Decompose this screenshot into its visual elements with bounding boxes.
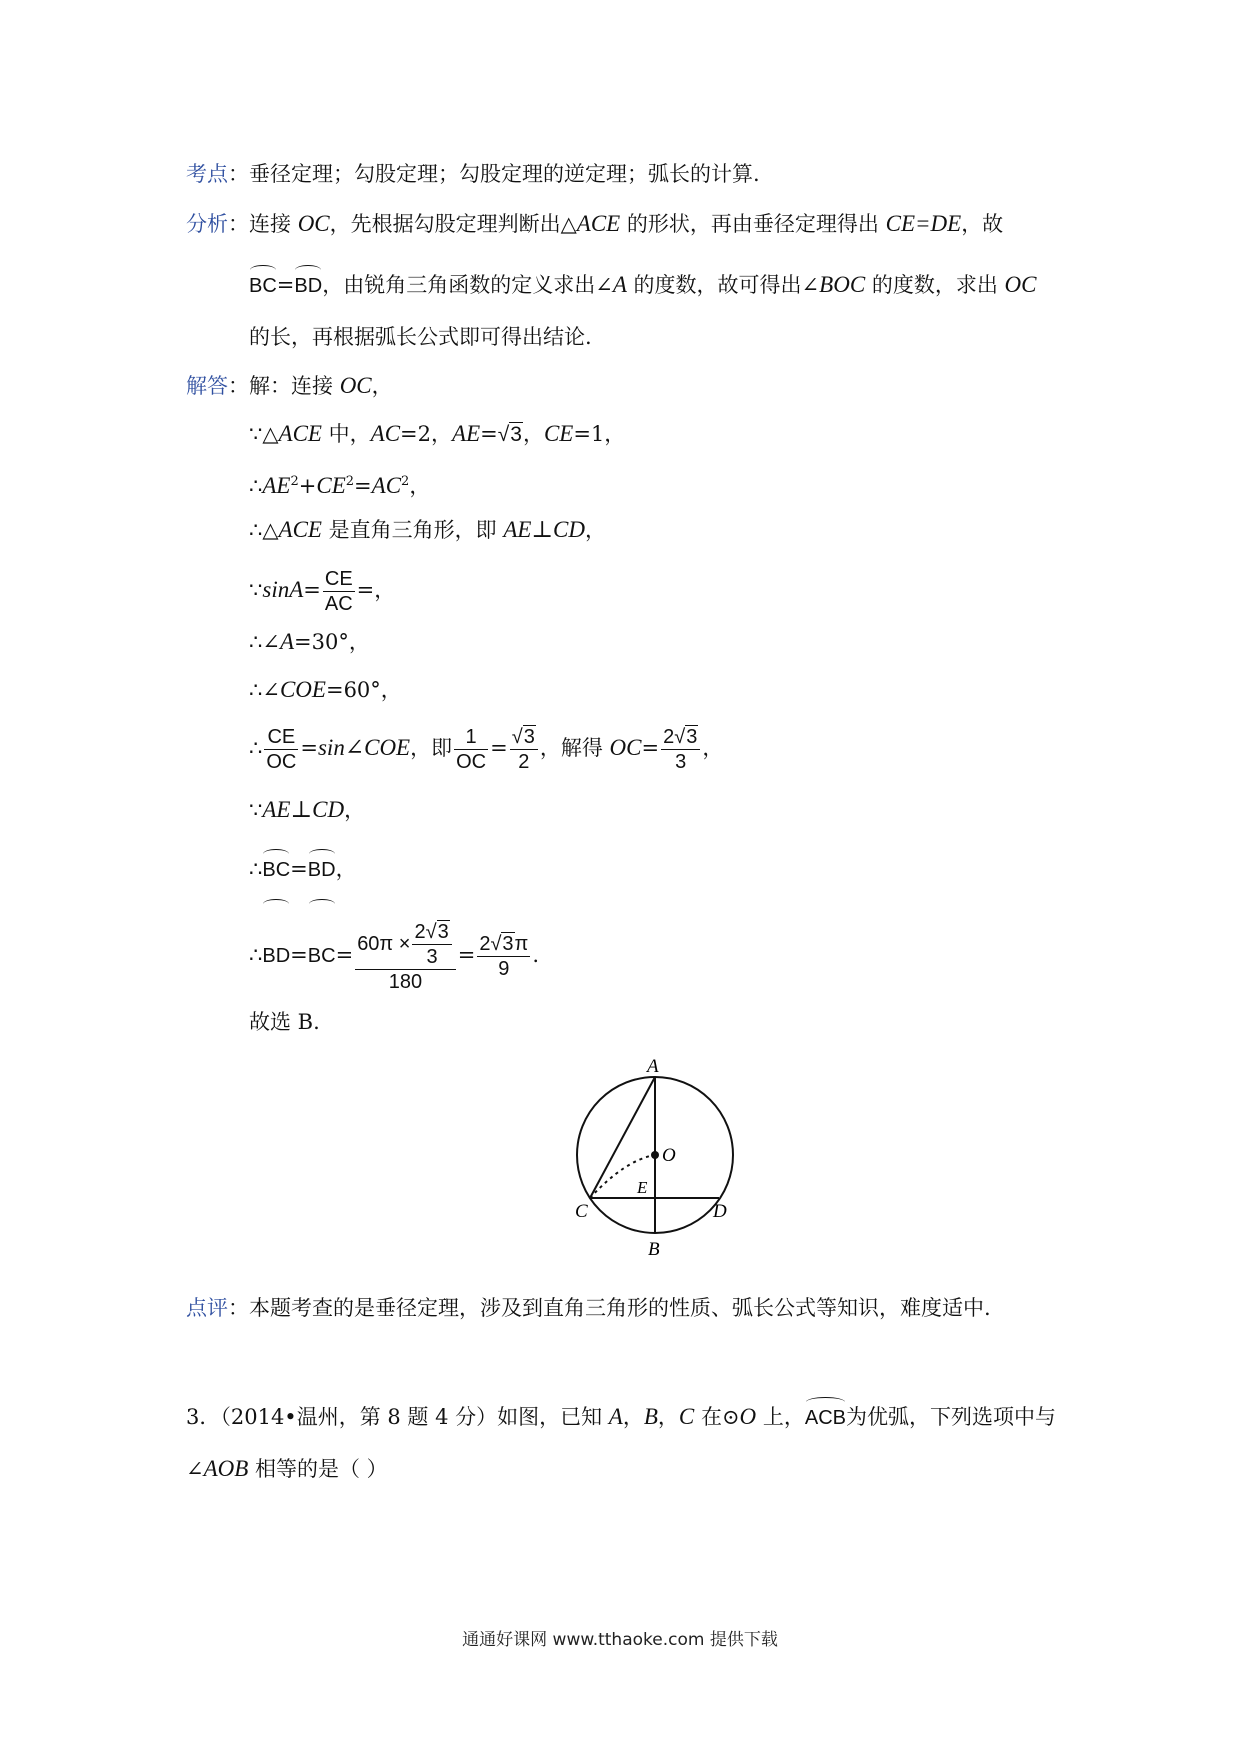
text: ∴ [249,857,263,881]
math: B [643,1404,658,1429]
text: 在⊙ [694,1405,740,1429]
jieda-label: 解答 [186,374,228,398]
math: ACE [278,421,322,446]
fraction [355,920,456,994]
denominator: 180 [388,970,423,993]
text: ∴∠ [249,630,280,654]
kaodian-label: 考点 [186,162,228,186]
step-3 [249,516,606,544]
text: 是直角三角形，即 [321,518,504,542]
numerator: CE [324,568,353,590]
dianping-label: 点评 [186,1296,228,1320]
numerator [661,725,700,750]
numerator [510,725,538,750]
radicand: 3 [502,933,514,955]
text: = [457,943,476,967]
math: sinA [262,577,304,602]
step-8 [249,796,365,824]
math: AC [370,421,401,446]
page-footer: 通通好课网 www.tthaoke.com 提供下载 [462,1630,778,1650]
text: ，即 [410,736,453,760]
math: sin∠COE [317,735,411,760]
fraction [661,725,700,774]
text: ∠ [186,1457,204,1481]
denominator: AC [324,593,353,615]
text: ∵ [249,798,263,822]
radicand: 3 [686,726,698,748]
text: = [354,474,372,498]
text: 故选 B. [249,1010,320,1034]
step-9 [249,852,357,884]
numerator [355,920,456,970]
center-point [651,1151,659,1159]
text: ， [371,374,393,398]
denominator: 3 [675,751,687,773]
superscript: 2 [401,474,410,489]
arc-bd: BD [262,902,290,1006]
sqrt: √3 [425,920,449,943]
arc-bc: BC [262,852,290,884]
text: ∴ [249,474,263,498]
sqrt: √3 [511,726,535,748]
text: ∴∠ [249,678,280,702]
denominator: 9 [498,958,510,980]
text: ， [702,736,724,760]
fraction [477,932,530,981]
math: O [739,1404,757,1429]
text: ：连接 [228,212,298,236]
answer [249,1008,320,1036]
math: AE⊥CD [262,797,345,822]
kaodian-line [186,160,760,188]
text: ， [522,422,544,446]
math: CE [543,421,574,446]
text: ， [409,474,431,498]
text: = [480,422,498,446]
text: 中， [321,422,371,446]
step-6 [249,676,402,704]
text: 的形状，再由垂径定理得出 [620,212,886,236]
kaodian-text: ：垂径定理；勾股定理；勾股定理的逆定理；弧长的计算. [228,162,760,186]
math: CE [316,473,346,498]
denominator: OC [456,751,487,773]
fraction [454,725,488,774]
jieda-intro [186,372,393,400]
label-a: A [647,1056,659,1077]
numerator: CE [264,725,298,750]
text: =2， [400,422,453,446]
superscript: 2 [345,474,355,489]
text: 3．（2014•温州，第 8 题 4 分）如图，已知 [186,1405,609,1429]
step-4 [249,560,395,620]
text: 2 [414,920,426,943]
sqrt: √3 [674,726,698,748]
text: ∴ [249,736,263,760]
text: ， [335,857,357,881]
math: AC [371,473,402,498]
text: 的长，再根据弧长公式即可得出结论. [249,325,592,349]
text: ， [657,1405,679,1429]
text: ，解得 [539,736,610,760]
denominator: 3 [426,945,438,968]
text: ∴ [249,943,263,967]
text: ，由锐角三角函数的定义求出∠ [322,273,613,297]
label-b: B [648,1239,660,1260]
math: ACE [576,211,621,236]
math: AE [452,421,481,446]
text: . [532,943,540,967]
text: ，先根据勾股定理判断出△ [329,212,577,236]
text: π [514,933,529,955]
step-10 [249,902,539,1006]
label-d: D [713,1201,727,1222]
fraction [510,725,538,774]
text: = [490,736,508,760]
arc-bc: BC [308,902,336,1006]
superscript: 2 [290,474,299,489]
math: A [612,272,627,297]
text: =60°， [325,678,402,702]
text: ：本题考查的是垂径定理，涉及到直角三角形的性质、弧长公式等知识，难度适中. [228,1296,991,1320]
label-c: C [575,1201,588,1222]
text: ， [585,518,607,542]
fraction [264,725,298,774]
text: 的度数，求出 [865,273,1005,297]
text: ：解：连接 [228,374,340,398]
math: A [608,1404,623,1429]
text: = [303,578,321,602]
math: ACE [278,517,322,542]
text: =30°， [294,630,370,654]
numerator [412,920,451,945]
sqrt: √3 [497,423,522,446]
text: = [641,736,660,760]
arc-bd: BD [308,852,336,884]
radicand: 3 [437,920,449,943]
math: A [279,629,295,654]
radicand: 3 [523,726,535,748]
text: 的度数，故可得出∠ [626,273,820,297]
denominator: OC [266,751,297,773]
math: AE [262,473,291,498]
fenxi-line-1 [186,210,1003,238]
step-2 [249,468,430,500]
text: =1， [573,422,626,446]
text: = [300,736,318,760]
text: 60π × [357,932,411,955]
text: 2 [663,726,675,748]
text: = [290,857,308,881]
text: =， [356,578,396,602]
label-o: O [662,1145,676,1166]
radicand: 3 [510,423,522,446]
text: 为优弧，下列选项中与 [845,1405,1056,1429]
text: + [298,474,317,498]
text: 2 [479,933,491,955]
numerator [477,932,530,957]
math: OC [339,373,372,398]
arc-bc: BC [249,268,277,300]
question3-line-1 [186,1400,1056,1432]
text: ∵ [249,578,263,602]
math: C [678,1404,695,1429]
fraction [323,567,355,616]
sqrt: √3 [490,933,514,955]
step-5 [249,628,370,656]
step-1 [249,420,625,449]
text: ∴△ [249,518,279,542]
fenxi-label: 分析 [186,212,228,236]
arc-acb: ACB [805,1400,846,1432]
math: OC [609,735,642,760]
denominator: 2 [518,751,530,773]
question3-line-2 [186,1455,388,1483]
text: ∵△ [249,422,279,446]
fenxi-line-2 [249,268,1036,300]
dianping-line [186,1294,991,1322]
arc-bd: BD [294,268,322,300]
label-e: E [637,1178,648,1197]
fenxi-line-3 [249,323,592,351]
math: AOB [203,1456,249,1481]
step-7 [249,718,723,778]
text: = [276,273,295,297]
text: ， [622,1405,644,1429]
text: 上， [756,1405,805,1429]
text: = [290,943,308,967]
math: OC [1004,272,1037,297]
fraction [412,920,451,969]
text: ，故 [961,212,1004,236]
numerator: 1 [454,725,488,750]
text: = [335,943,354,967]
text: ， [344,798,366,822]
math: BOC [819,272,866,297]
math: CE=DE [885,211,962,236]
circle-figure [555,1055,755,1265]
text: 相等的是（ ） [248,1457,388,1481]
math: OC [297,211,330,236]
math: AE⊥CD [503,517,586,542]
math: COE [279,677,326,702]
